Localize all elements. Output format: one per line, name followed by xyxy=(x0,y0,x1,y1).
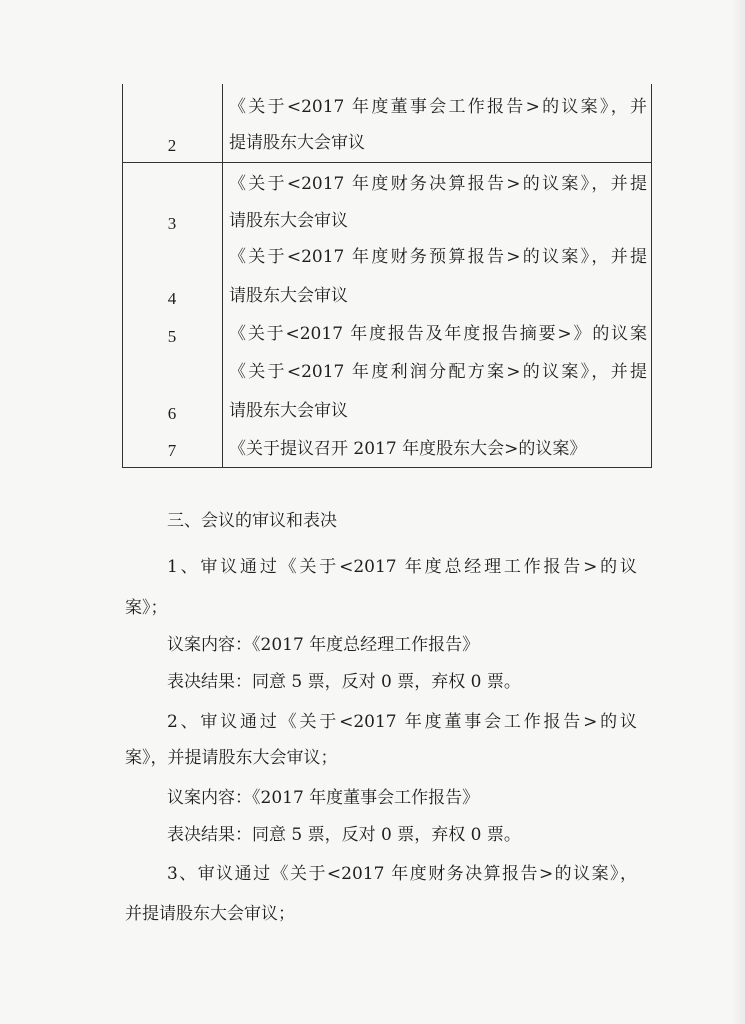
table-column-divider xyxy=(222,84,223,468)
table-border-right xyxy=(651,84,652,468)
row-number: 6 xyxy=(167,404,177,423)
row-text-line: 《关于<2017 年度董事会工作报告>的议案》，并 xyxy=(229,97,647,117)
row-number: 5 xyxy=(167,327,177,346)
row-text-line: 《关于<2017 年度报告及年度报告摘要>》的议案 xyxy=(229,324,647,344)
row-number: 4 xyxy=(167,289,177,308)
row-number: 3 xyxy=(167,214,177,233)
resolution-title-line: 案》，并提请股东大会审议； xyxy=(125,748,338,768)
row-text-line: 《关于提议召开 2017 年度股东大会>的议案》 xyxy=(229,439,587,459)
row-number: 7 xyxy=(167,441,177,460)
resolution-title-line: 3、审议通过《关于<2017 年度财务决算报告>的议案》， xyxy=(167,864,637,884)
scan-shadow xyxy=(731,0,745,1024)
resolution-title-line: 2、审议通过《关于<2017 年度董事会工作报告>的议 xyxy=(167,712,637,732)
row-text-line: 请股东大会审议 xyxy=(229,286,348,306)
row-text-line: 请股东大会审议 xyxy=(229,211,348,231)
row-text-line: 提请股东大会审议 xyxy=(229,133,365,153)
agenda-table xyxy=(122,84,652,468)
row-text-line: 《关于<2017 年度财务决算报告>的议案》，并提 xyxy=(229,174,647,194)
row-text-line: 《关于<2017 年度财务预算报告>的议案》，并提 xyxy=(229,247,647,267)
row-text-line: 《关于<2017 年度利润分配方案>的议案》，并提 xyxy=(229,362,647,382)
proposal-content: 议案内容：《2017 年度总经理工作报告》 xyxy=(167,635,480,655)
resolution-title-line: 并提请股东大会审议； xyxy=(125,904,295,924)
row-text-line: 请股东大会审议 xyxy=(229,401,348,421)
vote-result: 表决结果：同意 5 票，反对 0 票，弃权 0 票。 xyxy=(167,672,521,692)
resolution-title-line: 1、审议通过《关于<2017 年度总经理工作报告>的议 xyxy=(167,557,637,577)
vote-result: 表决结果：同意 5 票，反对 0 票，弃权 0 票。 xyxy=(167,825,521,845)
table-row-divider xyxy=(122,162,652,163)
section-heading: 三、会议的审议和表决 xyxy=(167,511,337,531)
row-number: 2 xyxy=(167,136,177,155)
table-border-bottom xyxy=(122,467,652,468)
resolution-title-line: 案》； xyxy=(125,598,168,618)
proposal-content: 议案内容：《2017 年度董事会工作报告》 xyxy=(167,788,480,808)
